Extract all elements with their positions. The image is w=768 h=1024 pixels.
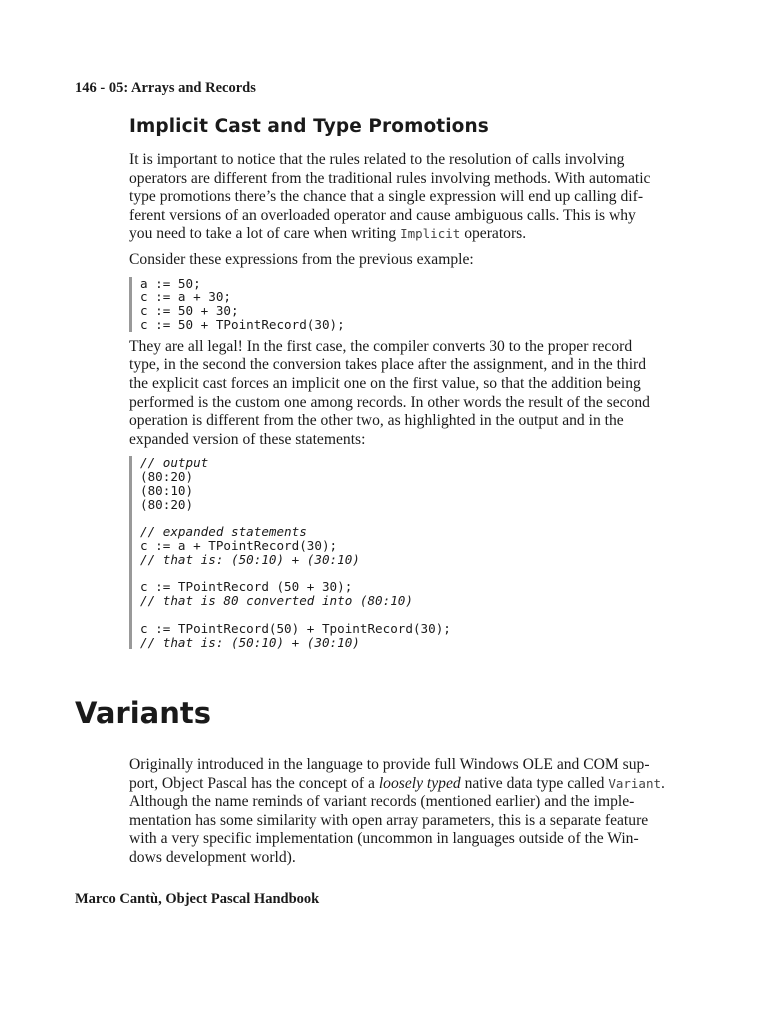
running-header: 146 - 05: Arrays and Records <box>75 80 256 96</box>
code-comment-line: // that is: (50:10) + (30:10) <box>140 634 360 650</box>
text-line: ferent versions of an overloaded operator and cause ambiguous calls. This is why <box>129 206 636 224</box>
text-line: type, in the second the conversion takes place after the assignment, and in the third <box>129 356 647 374</box>
text-line: . <box>661 774 665 792</box>
code-comment-line: // output <box>140 455 209 471</box>
paragraph-implicit-rules <box>129 151 713 244</box>
inline-code-implicit: Implicit <box>400 226 461 242</box>
text-line: the explicit cast forces an implicit one on the first value, so that the addition being <box>129 374 641 392</box>
text-line: performed is the custom one among records. In other words the result of the second <box>129 393 650 411</box>
text-line: native data type called <box>460 774 609 792</box>
text-line: expanded version of these statements: <box>129 430 366 448</box>
text-line: Originally introduced in the language to provide full Windows OLE and COM sup- <box>129 756 650 773</box>
running-footer: Marco Cantù, Object Pascal Handbook <box>75 891 320 907</box>
text-line: port, Object Pascal has the concept of a <box>129 774 379 792</box>
text-line: operators are different from the traditional rules involving methods. With automatic <box>129 169 651 187</box>
code-line: c := TPointRecord(50) + TpointRecord(30); <box>140 620 451 636</box>
code-comment-line: // that is 80 converted into (80:10) <box>140 593 413 609</box>
code-block-output <box>129 456 713 649</box>
text-line: It is important to notice that the rules related to the resolution of calls involving <box>129 151 625 168</box>
text-line: Although the name reminds of variant records (mentioned earlier) and the imple- <box>129 793 635 811</box>
text-line: They are all legal! In the first case, the compiler converts 30 to the proper record <box>129 337 633 355</box>
paragraph-variants-intro <box>129 756 719 868</box>
text-line: you need to take a lot of care when writing <box>129 225 401 243</box>
code-line: c := a + 30; <box>140 289 231 305</box>
code-line: c := 50 + 30; <box>140 303 239 319</box>
code-line <box>140 608 713 622</box>
code-line: (80:20) <box>140 469 194 485</box>
text-line: operators. <box>460 225 527 243</box>
subsection-title: Implicit Cast and Type Promotions <box>129 116 489 137</box>
code-line: c := a + TPointRecord(30); <box>140 538 338 554</box>
code-line: c := TPointRecord (50 + 30); <box>140 579 353 595</box>
inline-code-variant: Variant <box>608 775 662 791</box>
subsection <box>129 116 713 655</box>
code-block-expressions <box>129 277 713 332</box>
code-line <box>140 567 713 581</box>
text-line: with a very specific implementation (uncommon in languages outside of the Win- <box>129 830 639 848</box>
text-line: dows development world). <box>129 848 296 866</box>
code-comment-line: // that is: (50:10) + (30:10) <box>140 551 360 567</box>
text-line: operation is different from the other two, as highlighted in the output and in the <box>129 412 624 430</box>
paragraph-consider: Consider these expressions from the previous example: <box>129 250 474 268</box>
section-title: Variants <box>75 696 212 730</box>
code-comment-line: // expanded statements <box>140 524 307 540</box>
code-line: (80:20) <box>140 496 194 512</box>
emphasis-loosely-typed: loosely typed <box>378 774 461 792</box>
paragraph-all-legal <box>129 338 713 450</box>
code-line: a := 50; <box>140 275 201 291</box>
text-line: type promotions there’s the chance that a single expression will end up calling dif- <box>129 188 644 206</box>
code-line <box>140 512 713 526</box>
text-line: mentation has some similarity with open array parameters, this is a separate feature <box>129 811 649 829</box>
code-line: c := 50 + TPointRecord(30); <box>140 316 345 332</box>
code-line: (80:10) <box>140 482 194 498</box>
